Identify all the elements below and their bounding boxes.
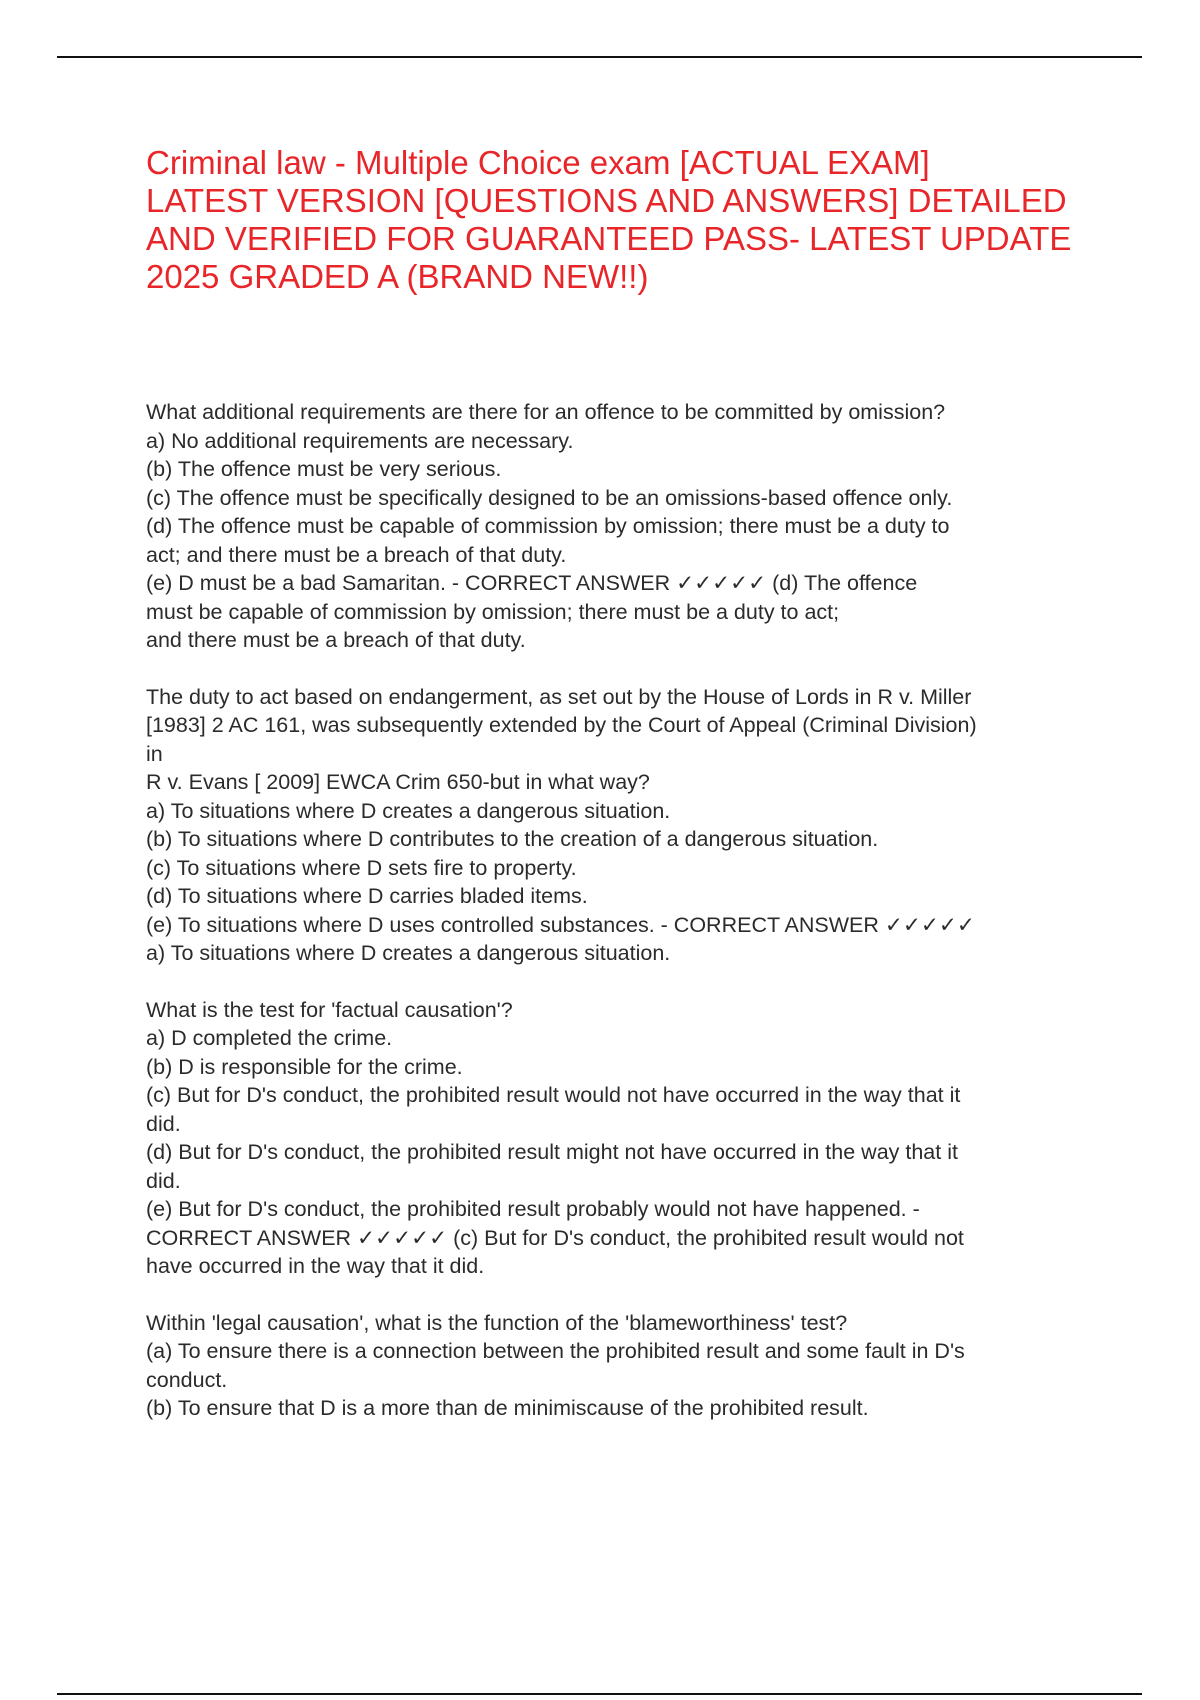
questions-body [146,398,1096,1451]
option-line: (d) But for D's conduct, the prohibited result might not have occurred in the way that it [146,1140,958,1164]
title-line: LATEST VERSION [QUESTIONS AND ANSWERS] DETAILED [146,182,1067,219]
option-line: act; and there must be a breach of that duty. [146,542,567,567]
option-line: (b) To ensure that D is a more than de minimiscause of the prohibited result. [146,1396,869,1420]
option-line: (e) But for D's conduct, the prohibited result probably would not have happened. - [146,1197,920,1221]
option-line: a) D completed the crime. [146,1026,393,1050]
option-line: conduct. [146,1367,228,1392]
question-line: in [146,741,163,766]
option-line: a) No additional requirements are necessary. [146,428,574,453]
document-title [146,144,1086,296]
option-line: (c) But for D's conduct, the prohibited result would not have occurred in the way that it [146,1083,961,1107]
option-line: (b) The offence must be very serious. [146,457,502,481]
option-line: (c) The offence must be specifically designed to be an omissions-based offence only. [146,485,953,510]
title-line: 2025 GRADED A (BRAND NEW!!) [146,258,649,295]
title-line: AND VERIFIED FOR GUARANTEED PASS- LATEST UPDATE [146,220,1072,257]
question-block [146,996,1096,1281]
option-line: (d) To situations where D carries bladed items. [146,884,588,908]
answer-line: (e) D must be a bad Samaritan. - CORRECT ANSWER ✓✓✓✓✓ (d) The offence [146,571,918,595]
answer-line: CORRECT ANSWER ✓✓✓✓✓ (c) But for D's conduct, the prohibited result would not [146,1225,964,1250]
option-line: a) To situations where D creates a dangerous situation. [146,798,671,823]
option-line: (d) The offence must be capable of commission by omission; there must be a duty to [146,514,950,538]
option-line: (c) To situations where D sets fire to property. [146,855,577,880]
answer-line: must be capable of commission by omission; there must be a duty to act; [146,599,840,624]
question-block [146,1309,1096,1423]
title-line: Criminal law - Multiple Choice exam [ACTUAL EXAM] [146,144,930,181]
question-line: What additional requirements are there for an offence to be committed by omission? [146,400,946,424]
question-block [146,398,1096,655]
answer-line: and there must be a breach of that duty. [146,628,526,652]
question-line: [1983] 2 AC 161, was subsequently extended by the Court of Appeal (Criminal Division) [146,713,977,737]
option-line: (b) D is responsible for the crime. [146,1054,463,1079]
option-line: did. [146,1111,181,1136]
header-rule [57,56,1142,58]
option-line: (b) To situations where D contributes to the creation of a dangerous situation. [146,827,879,851]
answer-line: (e) To situations where D uses controlled substances. - CORRECT ANSWER ✓✓✓✓✓ [146,912,975,937]
question-block [146,683,1096,968]
footer-rule [57,1693,1142,1695]
question-line: What is the test for 'factual causation'? [146,997,513,1022]
question-line: Within 'legal causation', what is the function of the 'blameworthiness' test? [146,1310,848,1335]
option-line: did. [146,1168,181,1193]
answer-line: have occurred in the way that it did. [146,1254,485,1278]
answer-line: a) To situations where D creates a dangerous situation. [146,941,671,965]
option-line: (a) To ensure there is a connection between the prohibited result and some fault in D's [146,1339,965,1363]
question-line: R v. Evans [ 2009] EWCA Crim 650-but in what way? [146,770,650,794]
question-line: The duty to act based on endangerment, as set out by the House of Lords in R v. Miller [146,684,972,709]
